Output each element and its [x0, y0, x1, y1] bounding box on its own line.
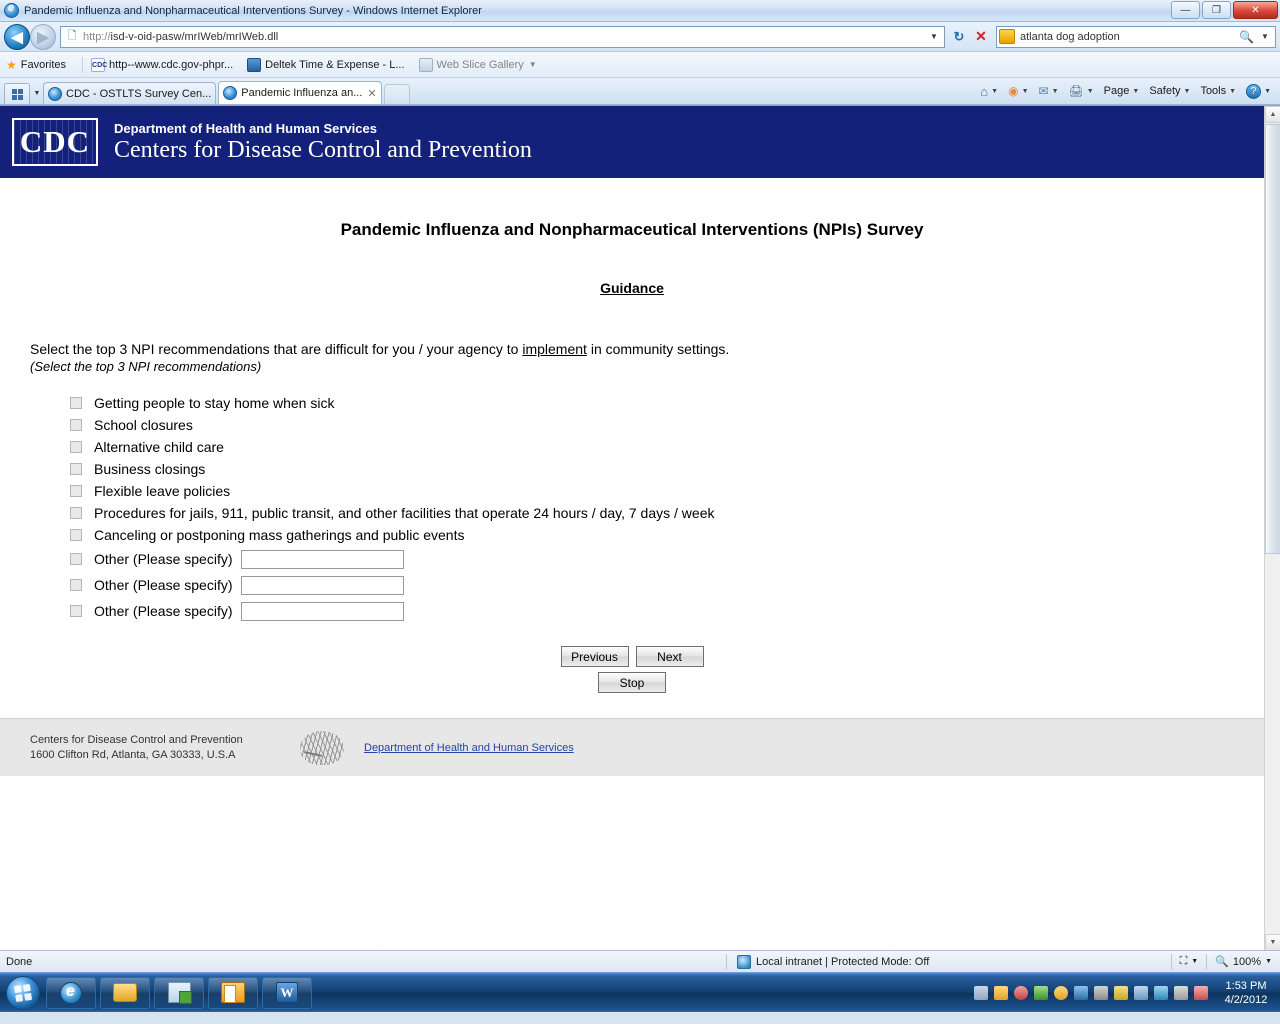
search-dropdown-icon[interactable]: ▼: [1261, 32, 1269, 41]
checkbox-other-1[interactable]: [70, 553, 82, 565]
cdc-banner: [0, 106, 1264, 178]
checkbox-canceling-mass-gatherings[interactable]: [70, 529, 82, 541]
refresh-icon[interactable]: ↻: [953, 28, 965, 44]
tab-list-caret-icon[interactable]: ▼: [33, 90, 41, 97]
taskbar-item-word[interactable]: [262, 977, 312, 1009]
chevron-down-icon[interactable]: ▼: [1265, 958, 1272, 965]
taskbar-clock[interactable]: [1218, 979, 1274, 1007]
search-icon[interactable]: 🔍: [1239, 29, 1254, 44]
tray-display-icon[interactable]: [974, 986, 988, 1000]
checkbox-business-closings[interactable]: [70, 463, 82, 475]
home-icon: ⌂: [980, 83, 989, 99]
tray-icons: [974, 986, 1208, 1000]
option-row[interactable]: [70, 524, 1234, 546]
minimize-button[interactable]: —: [1171, 1, 1200, 19]
back-button[interactable]: ◀: [4, 24, 30, 50]
chevron-down-icon[interactable]: ▼: [1021, 87, 1029, 95]
window-title: Pandemic Influenza and Nonpharmaceutical Interventions Survey - Windows Internet Explorer: [24, 4, 482, 17]
title-bar: [0, 0, 1280, 22]
url-path: isd-v-oid-pasw/mrIWeb/mrIWeb.dll: [110, 30, 279, 43]
grid-icon: [12, 89, 23, 100]
chevron-down-icon[interactable]: ▼: [528, 60, 537, 69]
mail-icon: ✉: [1038, 84, 1049, 98]
option-label: Business closings: [94, 461, 206, 477]
page-viewport: [0, 105, 1280, 950]
page-footer: [0, 718, 1264, 776]
option-label: Other (Please specify): [94, 551, 233, 567]
navigation-bar: [0, 22, 1280, 52]
tray-antivirus-icon[interactable]: [1034, 986, 1048, 1000]
magnifier-icon: 🔍: [1215, 956, 1229, 968]
read-mail-button[interactable]: [1034, 80, 1064, 102]
other-text-input-2[interactable]: [241, 576, 404, 595]
tools-menu[interactable]: [1195, 80, 1241, 102]
stop-icon[interactable]: ✕: [975, 28, 987, 44]
option-row[interactable]: [70, 546, 1234, 572]
question-suffix: in community settings.: [586, 341, 730, 357]
favorites-label: Favorites: [20, 58, 67, 71]
option-label: Getting people to stay home when sick: [94, 395, 335, 411]
favorite-label: Deltek Time & Expense - L...: [265, 58, 405, 71]
option-label: School closures: [94, 417, 193, 433]
favorite-label: http--www.cdc.gov-phpr...: [109, 58, 234, 71]
footer-address-line: 1600 Clifton Rd, Atlanta, GA 30333, U.S.A: [30, 748, 236, 761]
tab-pandemic-influenza[interactable]: [218, 81, 381, 104]
vertical-scrollbar[interactable]: [1264, 106, 1280, 950]
chevron-down-icon[interactable]: ▼: [1229, 87, 1237, 95]
tray-bluetooth-icon[interactable]: [1074, 986, 1088, 1000]
question-subtext: (Select the top 3 NPI recommendations): [30, 359, 262, 374]
option-label: Alternative child care: [94, 439, 224, 455]
options-list: [30, 392, 1234, 624]
section-heading: Guidance: [600, 280, 664, 296]
window-controls: [1171, 1, 1278, 19]
checkbox-flexible-leave-policies[interactable]: [70, 485, 82, 497]
clock-time: 1:53 PM: [1225, 980, 1267, 992]
command-bar: [975, 80, 1276, 102]
tray-action-center-icon[interactable]: [1194, 986, 1208, 1000]
internet-explorer-icon: [60, 982, 82, 1004]
printer-icon: 🖨: [1068, 84, 1084, 98]
status-right: [1171, 954, 1280, 970]
checkbox-other-2[interactable]: [70, 579, 82, 591]
blue-favicon: [247, 58, 261, 72]
help-icon: ?: [1246, 84, 1261, 99]
status-text: Done: [6, 955, 33, 968]
rss-icon: ◉: [1008, 84, 1019, 98]
tab-label: CDC - OSTLTS Survey Cen...: [66, 87, 212, 100]
web-page: [0, 106, 1264, 950]
hhs-link[interactable]: Department of Health and Human Services: [364, 741, 574, 754]
url-scheme: http://: [83, 30, 111, 43]
clock-date: 4/2/2012: [1224, 994, 1268, 1006]
tab-favicon-icon: [48, 87, 62, 101]
star-icon: ★: [6, 57, 17, 72]
security-zone[interactable]: [727, 955, 1171, 969]
other-text-input-3[interactable]: [241, 602, 404, 621]
internet-explorer-icon: [4, 3, 19, 18]
new-tab-button[interactable]: [384, 84, 410, 104]
previous-button[interactable]: Previous: [561, 646, 629, 667]
checkbox-alternative-child-care[interactable]: [70, 441, 82, 453]
tray-volume-icon[interactable]: [1154, 986, 1168, 1000]
chevron-down-icon[interactable]: ▼: [1183, 87, 1191, 95]
next-button[interactable]: Next: [636, 646, 704, 667]
address-bar[interactable]: [60, 26, 945, 48]
windows-logo-icon: [14, 983, 32, 1001]
page-menu[interactable]: [1099, 80, 1145, 102]
taskbar-item-internet-explorer[interactable]: [46, 977, 96, 1009]
gray-favicon: [419, 58, 433, 72]
taskbar-item-windows-explorer[interactable]: [100, 977, 150, 1009]
quick-tabs-button[interactable]: [4, 83, 30, 104]
taskbar-item-messaging[interactable]: [154, 977, 204, 1009]
other-text-input-1[interactable]: [241, 550, 404, 569]
chevron-down-icon[interactable]: ▼: [1191, 958, 1199, 965]
tray-lock-icon[interactable]: [1094, 986, 1108, 1000]
safety-menu[interactable]: [1144, 80, 1195, 102]
option-label: Other (Please specify): [94, 603, 233, 619]
tray-opera-icon[interactable]: [1014, 986, 1028, 1000]
chevron-down-icon[interactable]: ▼: [1086, 87, 1094, 95]
feeds-button[interactable]: [1003, 80, 1033, 102]
checkbox-procedures-for-essential-facilities[interactable]: [70, 507, 82, 519]
home-button[interactable]: [975, 80, 1003, 102]
option-label: Other (Please specify): [94, 577, 233, 593]
forward-button[interactable]: ▶: [30, 24, 56, 50]
option-label: Flexible leave policies: [94, 483, 231, 499]
option-row[interactable]: [70, 392, 1234, 414]
favorite-item-deltek[interactable]: [247, 58, 404, 72]
tab-cdc-ostlts-survey-center[interactable]: [43, 82, 216, 104]
favorite-label: Web Slice Gallery: [436, 58, 524, 71]
option-row[interactable]: [70, 436, 1234, 458]
compatibility-view-button[interactable]: [1172, 955, 1207, 968]
search-value: atlanta dog adoption: [1020, 30, 1120, 43]
option-row[interactable]: [70, 414, 1234, 436]
question-text: [30, 341, 1234, 374]
start-button[interactable]: [6, 976, 40, 1010]
option-label: Procedures for jails, 911, public transit, and other facilities that operate 24 hours / day, 7 days / week: [94, 505, 715, 521]
tray-battery-icon[interactable]: [1174, 986, 1188, 1000]
stop-button-row: [30, 672, 1234, 693]
messaging-icon: [168, 982, 191, 1003]
option-row[interactable]: [70, 480, 1234, 502]
checkbox-school-closures[interactable]: [70, 419, 82, 431]
close-button[interactable]: ✕: [1233, 1, 1278, 19]
word-icon: W: [276, 982, 298, 1003]
checkbox-stay-home-when-sick[interactable]: [70, 397, 82, 409]
option-label: Canceling or postponing mass gatherings and public events: [94, 527, 465, 543]
tray-network-icon[interactable]: [1134, 986, 1148, 1000]
option-row[interactable]: [70, 458, 1234, 480]
system-tray: [974, 973, 1280, 1013]
option-row[interactable]: [70, 502, 1234, 524]
zoom-control[interactable]: [1207, 955, 1280, 968]
favorites-button[interactable]: [6, 58, 66, 72]
shield-icon: [737, 955, 751, 969]
scroll-down-arrow-icon[interactable]: ▼: [1265, 934, 1280, 950]
favorite-item-web-slice-gallery[interactable]: [419, 58, 537, 72]
safety-menu-label: Safety: [1149, 85, 1181, 97]
chevron-down-icon[interactable]: ▼: [1264, 87, 1271, 95]
option-row[interactable]: [70, 572, 1234, 598]
search-input[interactable]: [996, 26, 1276, 48]
status-bar: [0, 950, 1280, 972]
cdc-favicon: CDC: [91, 58, 105, 72]
eagle-graphic: [300, 731, 344, 765]
folder-icon: [113, 983, 137, 1002]
checkbox-other-3[interactable]: [70, 605, 82, 617]
question-prefix: Select the top 3 NPI recommendations that are difficult for you / your agency to: [30, 341, 523, 357]
taskbar-item-outlook[interactable]: [208, 977, 258, 1009]
security-zone-label: Local intranet | Protected Mode: Off: [756, 955, 930, 968]
option-row[interactable]: [70, 598, 1234, 624]
search-provider-icon: [999, 29, 1015, 44]
tab-bar: [0, 78, 1280, 105]
help-menu[interactable]: [1241, 80, 1276, 102]
scroll-up-arrow-icon[interactable]: ▲: [1265, 106, 1280, 123]
question-emphasis: implement: [522, 341, 587, 357]
scrollbar-thumb[interactable]: [1265, 124, 1280, 554]
tab-label: Pandemic Influenza an...: [241, 87, 363, 99]
print-button[interactable]: [1064, 80, 1099, 102]
footer-org: Centers for Disease Control and Prevention: [30, 733, 243, 746]
page-icon: 🗋: [67, 30, 77, 42]
tab-favicon-icon: [223, 86, 237, 100]
page-menu-label: Page: [1103, 85, 1130, 97]
tray-update-icon[interactable]: [1054, 986, 1068, 1000]
taskbar: [0, 972, 1280, 1012]
stop-button[interactable]: Stop: [598, 672, 666, 693]
page-title: Pandemic Influenza and Nonpharmaceutical Interventions (NPIs) Survey: [340, 220, 924, 239]
navigation-buttons: [30, 646, 1234, 667]
cdc-logo: CDC: [12, 118, 98, 166]
favorites-bar: [0, 52, 1280, 78]
chevron-down-icon[interactable]: ▼: [1051, 87, 1059, 95]
divider: [82, 57, 83, 73]
address-url: [83, 31, 926, 43]
zoom-level: 100%: [1232, 955, 1262, 968]
address-dropdown-icon[interactable]: ▼: [930, 32, 938, 41]
banner-department-line: Department of Health and Human Services: [114, 120, 377, 136]
outlook-icon: [221, 982, 245, 1003]
chevron-down-icon[interactable]: ▼: [1132, 87, 1140, 95]
favorite-item-cdc[interactable]: [91, 58, 233, 72]
survey-content: [0, 220, 1264, 693]
tray-mail-icon[interactable]: [994, 986, 1008, 1000]
tools-menu-label: Tools: [1200, 85, 1227, 97]
maximize-button[interactable]: ❐: [1202, 1, 1231, 19]
tray-folder-icon[interactable]: [1114, 986, 1128, 1000]
banner-agency-line: Centers for Disease Control and Prevention: [114, 136, 532, 163]
chevron-down-icon[interactable]: ▼: [991, 87, 999, 95]
close-tab-icon[interactable]: ✕: [367, 87, 377, 100]
footer-address: [30, 733, 280, 763]
compatibility-icon: ⛶: [1179, 955, 1188, 967]
hhs-seal-icon: [300, 729, 344, 767]
